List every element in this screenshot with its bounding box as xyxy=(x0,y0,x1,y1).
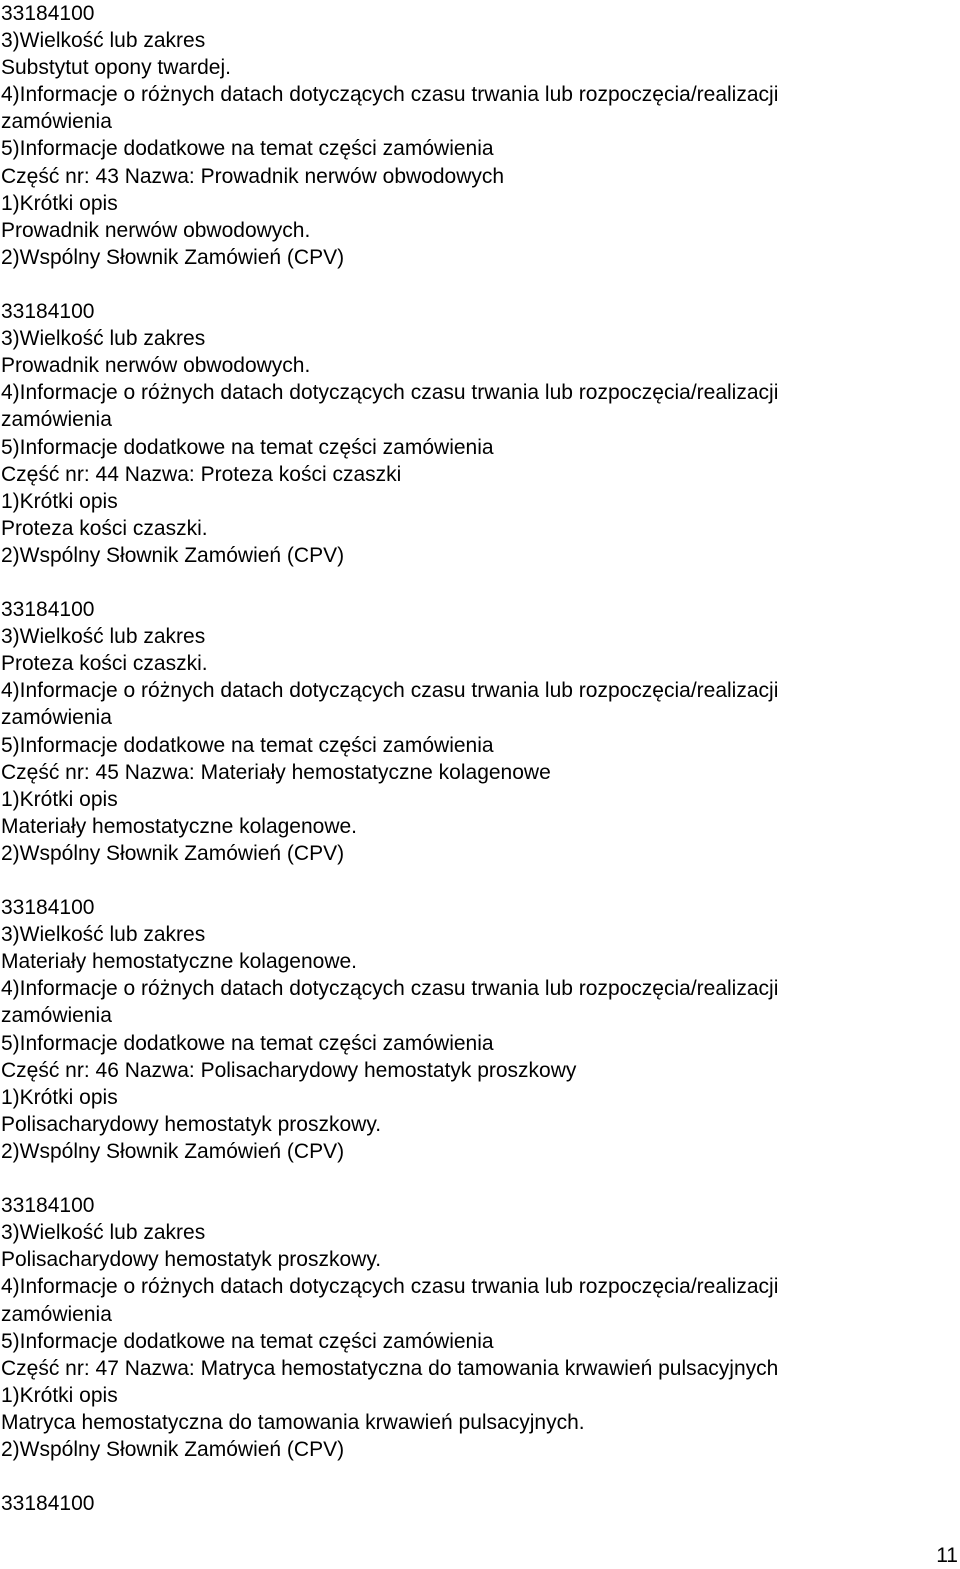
document-line: 1)Krótki opis xyxy=(1,1085,118,1109)
document-line: Część nr: 45 Nazwa: Materiały hemostatyczne kolagenowe xyxy=(1,760,551,784)
document-line: zamówienia xyxy=(1,110,112,134)
document-line: 5)Informacje dodatkowe na temat części zamówienia xyxy=(1,435,494,459)
document-line: 2)Wspólny Słownik Zamówień (CPV) xyxy=(1,841,345,865)
document-line: 3)Wielkość lub zakres xyxy=(1,923,206,947)
document-line: 2)Wspólny Słownik Zamówień (CPV) xyxy=(1,543,345,567)
document-line: 4)Informacje o różnych datach dotyczących czasu trwania lub rozpoczęcia/realizacji xyxy=(1,977,779,1001)
blank-line xyxy=(1,271,778,298)
document-line: 2)Wspólny Słownik Zamówień (CPV) xyxy=(1,1437,345,1461)
blank-line xyxy=(1,867,778,894)
blank-line xyxy=(1,569,778,596)
document-line: Część nr: 44 Nazwa: Proteza kości czaszki xyxy=(1,462,402,486)
document-line: 4)Informacje o różnych datach dotyczących czasu trwania lub rozpoczęcia/realizacji xyxy=(1,83,779,107)
document-line: Materiały hemostatyczne kolagenowe. xyxy=(1,950,358,974)
document-line: 33184100 xyxy=(1,300,95,324)
document-line: Proteza kości czaszki. xyxy=(1,652,208,676)
document-line: 1)Krótki opis xyxy=(1,489,118,513)
document-line: 5)Informacje dodatkowe na temat części zamówienia xyxy=(1,1329,494,1353)
blank-line xyxy=(1,1463,778,1490)
document-line: 33184100 xyxy=(1,896,95,920)
document-line: 3)Wielkość lub zakres xyxy=(1,1221,206,1245)
document-line: 3)Wielkość lub zakres xyxy=(1,625,206,649)
document-line: Polisacharydowy hemostatyk proszkowy. xyxy=(1,1112,382,1136)
document-line: 4)Informacje o różnych datach dotyczących czasu trwania lub rozpoczęcia/realizacji xyxy=(1,1275,779,1299)
document-line: 1)Krótki opis xyxy=(1,1383,118,1407)
document-line: 1)Krótki opis xyxy=(1,191,118,215)
document-line: zamówienia xyxy=(1,1302,112,1326)
blank-line xyxy=(1,1165,778,1192)
document-line: 4)Informacje o różnych datach dotyczących czasu trwania lub rozpoczęcia/realizacji xyxy=(1,679,779,703)
document-line: zamówienia xyxy=(1,706,112,730)
document-line: Substytut opony twardej. xyxy=(1,56,231,80)
document-line: 5)Informacje dodatkowe na temat części zamówienia xyxy=(1,137,494,161)
document-line: 3)Wielkość lub zakres xyxy=(1,29,206,53)
document-line: Część nr: 43 Nazwa: Prowadnik nerwów obwodowych xyxy=(1,164,505,188)
document-line: 33184100 xyxy=(1,598,95,622)
document-line: zamówienia xyxy=(1,1004,112,1028)
document-line: Część nr: 46 Nazwa: Polisacharydowy hemostatyk proszkowy xyxy=(1,1058,577,1082)
document-line: 33184100 xyxy=(1,2,95,25)
document-line: Matryca hemostatyczna do tamowania krwawień pulsacyjnych. xyxy=(1,1410,585,1434)
page-number: 11 xyxy=(936,1544,958,1567)
document-line: 5)Informacje dodatkowe na temat części zamówienia xyxy=(1,733,494,757)
document-line: Prowadnik nerwów obwodowych. xyxy=(1,354,311,378)
document-line: Proteza kości czaszki. xyxy=(1,516,208,540)
document-line: 5)Informacje dodatkowe na temat części zamówienia xyxy=(1,1031,494,1055)
document-line: Polisacharydowy hemostatyk proszkowy. xyxy=(1,1248,382,1272)
document-line: 3)Wielkość lub zakres xyxy=(1,327,206,351)
document-line: 33184100 xyxy=(1,1492,95,1516)
document-line: zamówienia xyxy=(1,408,112,432)
document-line: Materiały hemostatyczne kolagenowe. xyxy=(1,814,358,838)
document-line: 4)Informacje o różnych datach dotyczących czasu trwania lub rozpoczęcia/realizacji xyxy=(1,381,779,405)
document-line: Część nr: 47 Nazwa: Matryca hemostatyczna do tamowania krwawień pulsacyjnych xyxy=(1,1356,779,1380)
document-line: 2)Wspólny Słownik Zamówień (CPV) xyxy=(1,245,345,269)
document-line: 1)Krótki opis xyxy=(1,787,118,811)
document-line: 33184100 xyxy=(1,1194,95,1218)
document-line: Prowadnik nerwów obwodowych. xyxy=(1,218,311,242)
document-line: 2)Wspólny Słownik Zamówień (CPV) xyxy=(1,1139,345,1163)
